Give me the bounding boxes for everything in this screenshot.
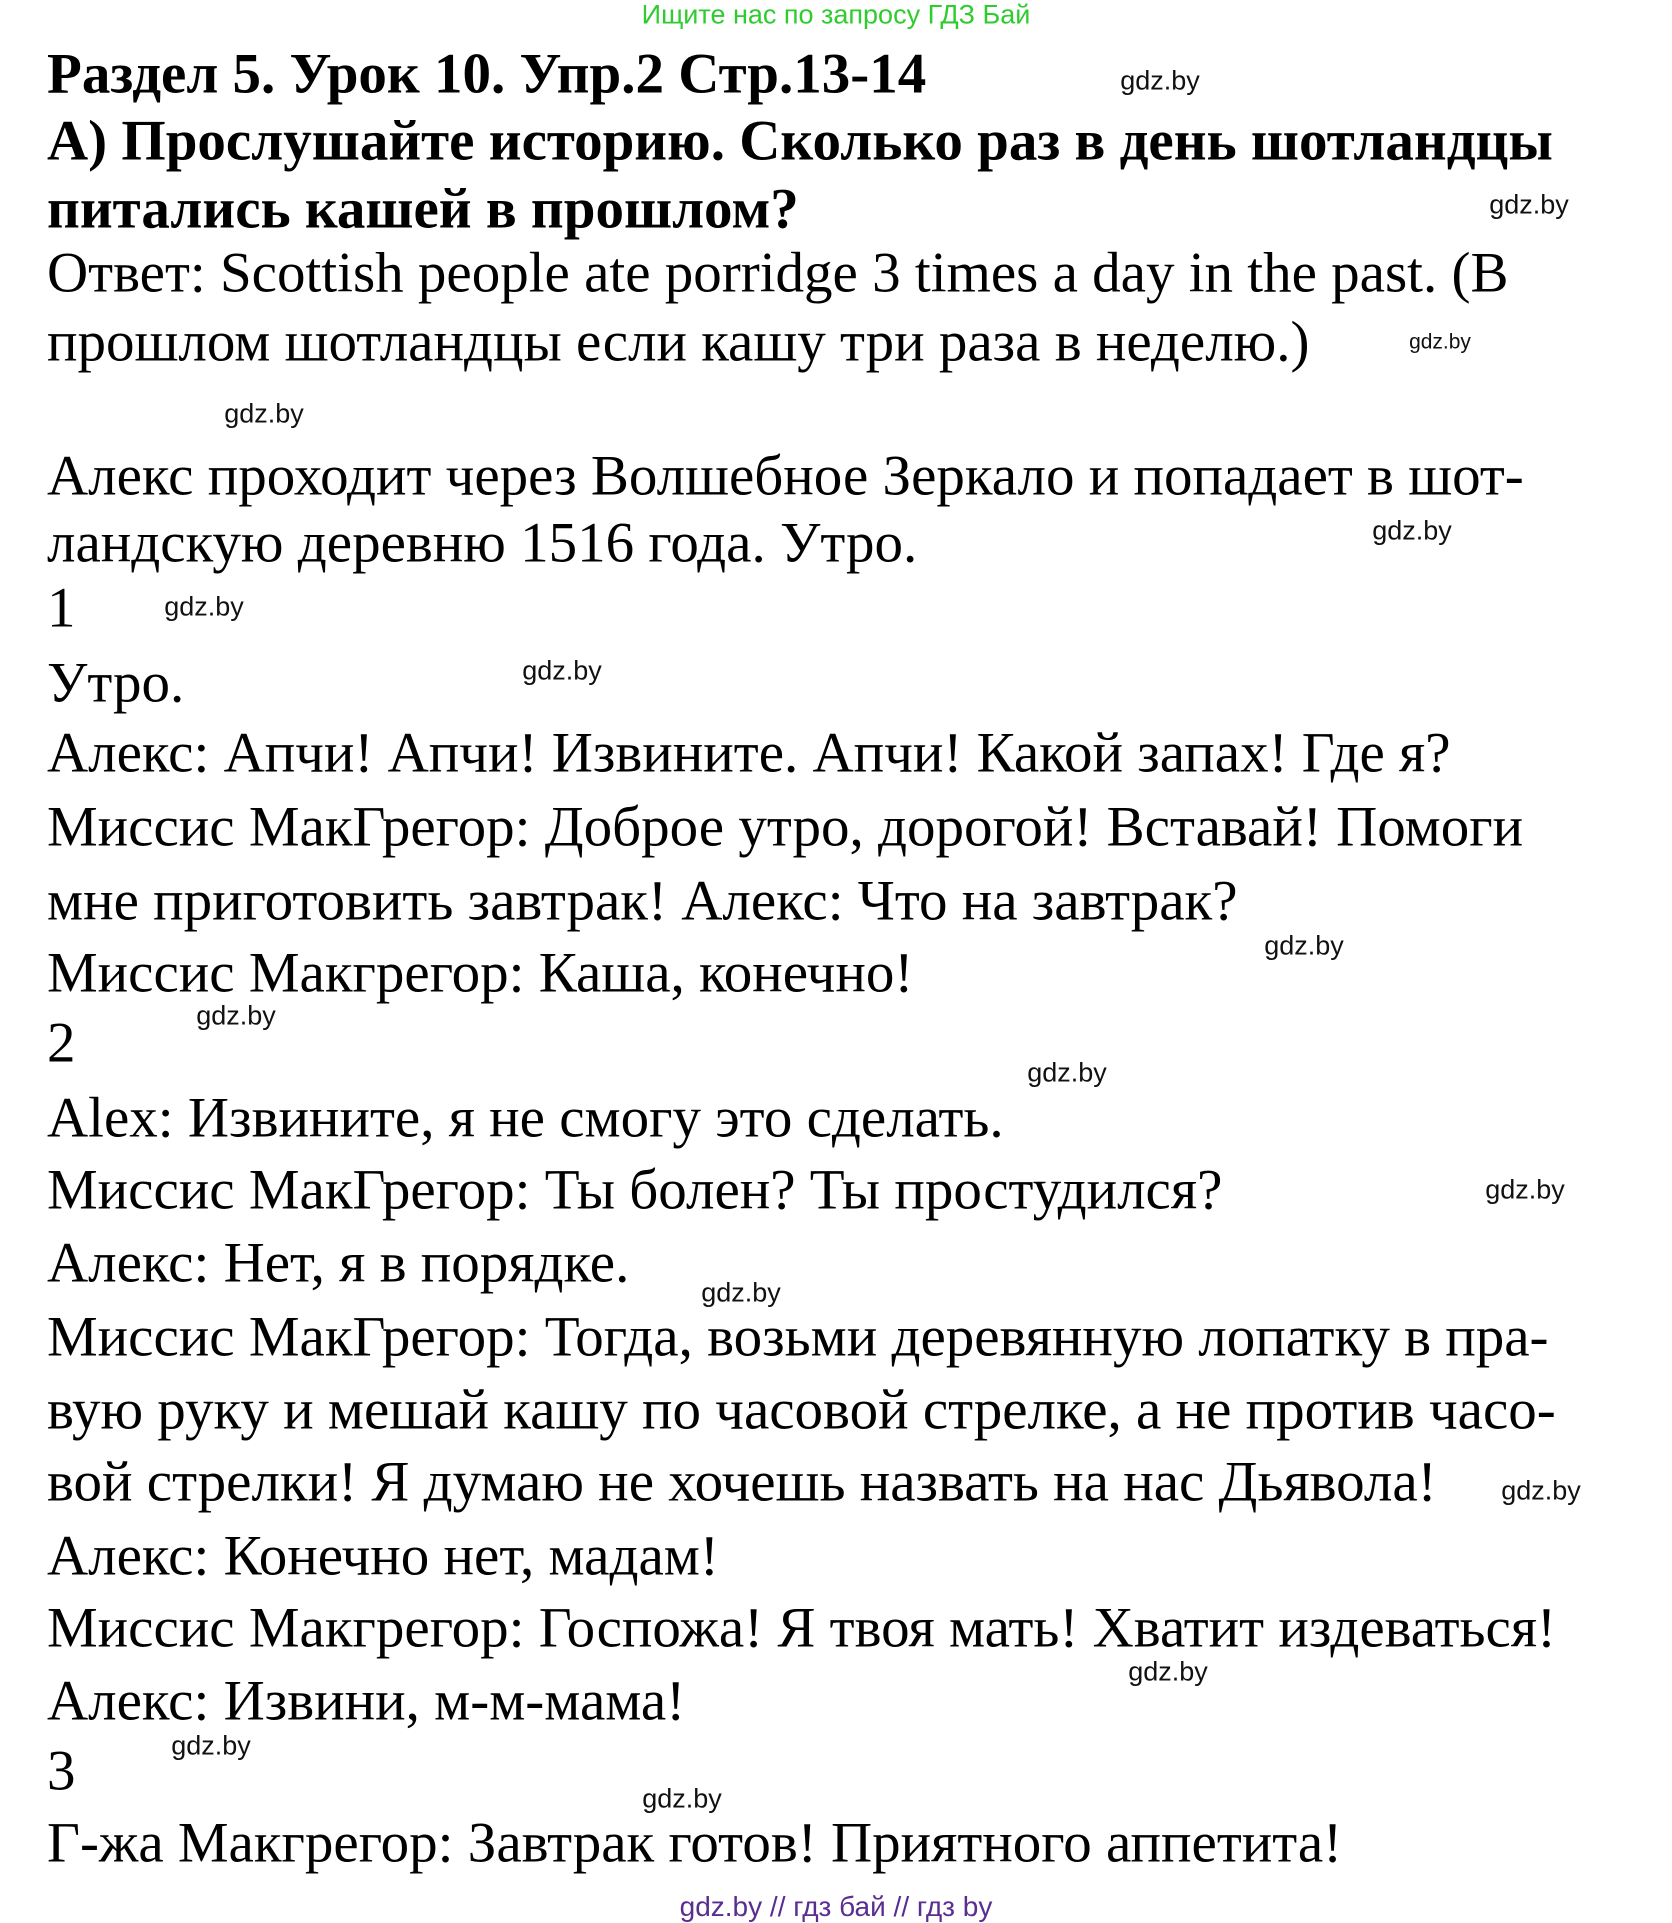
gdz-watermark: gdz.by [1501, 1475, 1581, 1506]
exercise-question: питались кашей в прошлом? [47, 177, 799, 241]
gdz-watermark: gdz.by [224, 398, 304, 429]
text-line: Ответ: Scottish people ate porridge 3 times a day in the past. (В [47, 241, 1509, 305]
page-title: Раздел 5. Урок 10. Упр.2 Стр.13-14 [47, 42, 927, 106]
text-line: Миссис МакГрегор: Доброе утро, дорогой! Вставай! Помоги [47, 795, 1524, 859]
text-line: Alex: Извините, я не смогу это сделать. [47, 1086, 1004, 1150]
text-line: Алекс: Апчи! Апчи! Извините. Апчи! Какой запах! Где я? [47, 721, 1451, 785]
text-line: 3 [47, 1739, 76, 1803]
gdz-watermark: gdz.by [1120, 65, 1200, 96]
text-line: Миссис Макгрегор: Каша, конечно! [47, 941, 914, 1005]
text-line: Алекс: Извини, м-м-мама! [47, 1669, 686, 1733]
gdz-watermark: gdz.by [701, 1277, 781, 1308]
gdz-watermark: gdz.by [642, 1783, 722, 1814]
gdz-watermark: gdz.by [1372, 515, 1452, 546]
text-line: Миссис МакГрегор: Ты болен? Ты простудился? [47, 1158, 1223, 1222]
gdz-watermark: gdz.by [1264, 930, 1344, 961]
gdz-watermark: gdz.by [171, 1730, 251, 1761]
gdz-watermark: gdz.by [1485, 1174, 1565, 1205]
gdz-watermark: gdz.by [196, 1000, 276, 1031]
text-line: прошлом шотландцы если кашу три раза в неделю.) [47, 310, 1310, 374]
search-hint-banner: Ищите нас по запросу ГДЗ Бай [641, 0, 1031, 30]
gdz-watermark: gdz.by [164, 591, 244, 622]
text-line: Г-жа Макгрегор: Завтрак готов! Приятного аппетита! [47, 1811, 1343, 1875]
text-line: Алекс: Нет, я в порядке. [47, 1231, 630, 1295]
text-line: 1 [47, 576, 76, 640]
text-line: Утро. [47, 651, 185, 715]
text-line: Миссис МакГрегор: Тогда, возьми деревянную лопатку в пра- [47, 1305, 1549, 1369]
gdz-watermark: gdz.by [1128, 1656, 1208, 1687]
text-line: вой стрелки! Я думаю не хочешь назвать на нас Дьявола! [47, 1450, 1437, 1514]
text-line: вую руку и мешай кашу по часовой стрелке, а не против часо- [47, 1378, 1556, 1442]
exercise-question: А) Прослушайте историю. Сколько раз в день шотландцы [47, 109, 1553, 173]
gdz-watermark: gdz.by [1027, 1057, 1107, 1088]
text-line: 2 [47, 1011, 76, 1075]
text-line: Миссис Макгрегор: Госпожа! Я твоя мать! Хватит издеваться! [47, 1596, 1557, 1660]
text-line: Алекс проходит через Волшебное Зеркало и попадает в шот- [47, 444, 1524, 508]
gdz-watermark: gdz.by [1489, 189, 1569, 220]
footer-watermark: gdz.by // гдз бай // гдз by [679, 1891, 993, 1922]
text-line: ландскую деревню 1516 года. Утро. [47, 511, 918, 575]
text-line: мне приготовить завтрак! Алекс: Что на завтрак? [47, 869, 1238, 933]
text-line: Алекс: Конечно нет, мадам! [47, 1524, 719, 1588]
gdz-watermark: gdz.by [522, 655, 602, 686]
gdz-watermark: gdz.by [1409, 330, 1471, 354]
